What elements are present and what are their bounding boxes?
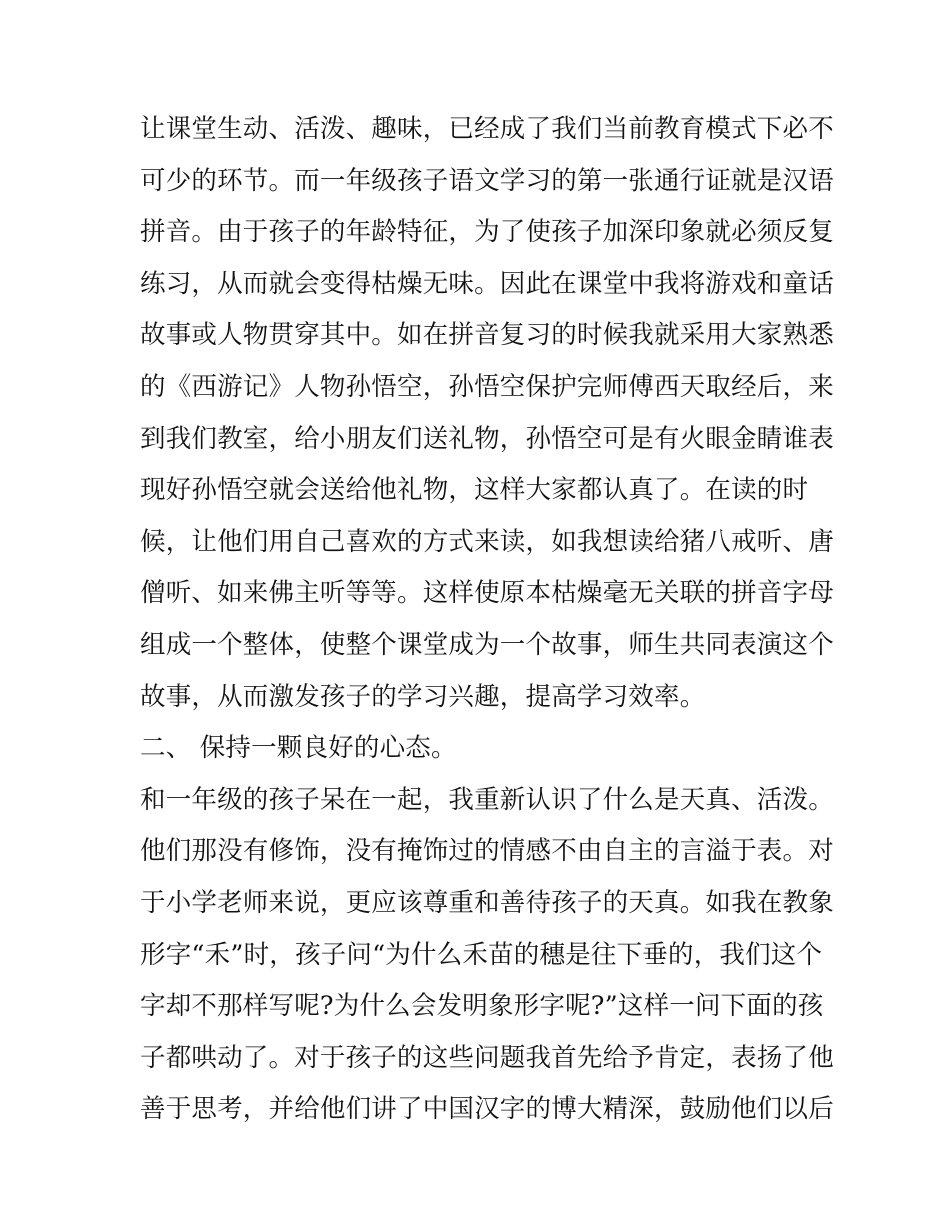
text-line: 让课堂生动、活泼、趣味，已经成了我们当前教育模式下必不 bbox=[140, 114, 834, 144]
text-line: 到我们教室，给小朋友们送礼物，孙悟空可是有火眼金睛谁表 bbox=[140, 423, 834, 454]
text-line: 练习，从而就会变得枯燥无味。因此在课堂中我将游戏和童话 bbox=[140, 268, 834, 299]
text-line: 他们那没有修饰，没有掩饰过的情感不由自主的言溢于表。对 bbox=[140, 836, 834, 867]
text-line: 故事或人物贯穿其中。如在拼音复习的时候我就采用大家熟悉 bbox=[140, 320, 834, 351]
text-line: 可少的环节。而一年级孩子语文学习的第一张通行证就是汉语 bbox=[140, 165, 834, 196]
text-line: 的《西游记》人物孙悟空，孙悟空保护完师傅西天取经后，来 bbox=[140, 371, 834, 402]
text-line: 形字“禾”时，孩子问“为什么禾苗的穗是往下垂的，我们这个 bbox=[140, 939, 823, 970]
text-line: 和一年级的孩子呆在一起，我重新认识了什么是天真、活泼。 bbox=[140, 784, 834, 815]
text-line: 于小学老师来说，更应该尊重和善待孩子的天真。如我在教象 bbox=[140, 887, 834, 918]
body-text bbox=[140, 104, 834, 1136]
text-line: 现好孙悟空就会送给他礼物，这样大家都认真了。在读的时 bbox=[140, 475, 809, 506]
text-line: 字却不那样写呢?为什么会发明象形字呢?”这样一问下面的孩 bbox=[140, 991, 824, 1022]
text-line: 善于思考，并给他们讲了中国汉字的博大精深，鼓励他们以后 bbox=[140, 1094, 834, 1125]
text-line: 候，让他们用自己喜欢的方式来读，如我想读给猪八戒听、唐 bbox=[140, 526, 834, 557]
text-line: 故事，从而激发孩子的学习兴趣，提高学习效率。 bbox=[140, 681, 706, 712]
text-line: 僧听、如来佛主听等等。这样使原本枯燥毫无关联的拼音字母 bbox=[140, 578, 834, 609]
text-line: 子都哄动了。对于孩子的这些问题我首先给予肯定，表扬了他 bbox=[140, 1042, 834, 1073]
section-heading: 二、 保持一颗良好的心态。 bbox=[140, 733, 457, 764]
text-line: 拼音。由于孩子的年龄特征，为了使孩子加深印象就必须反复 bbox=[140, 217, 834, 248]
text-line: 组成一个整体，使整个课堂成为一个故事，师生共同表演这个 bbox=[140, 629, 834, 660]
